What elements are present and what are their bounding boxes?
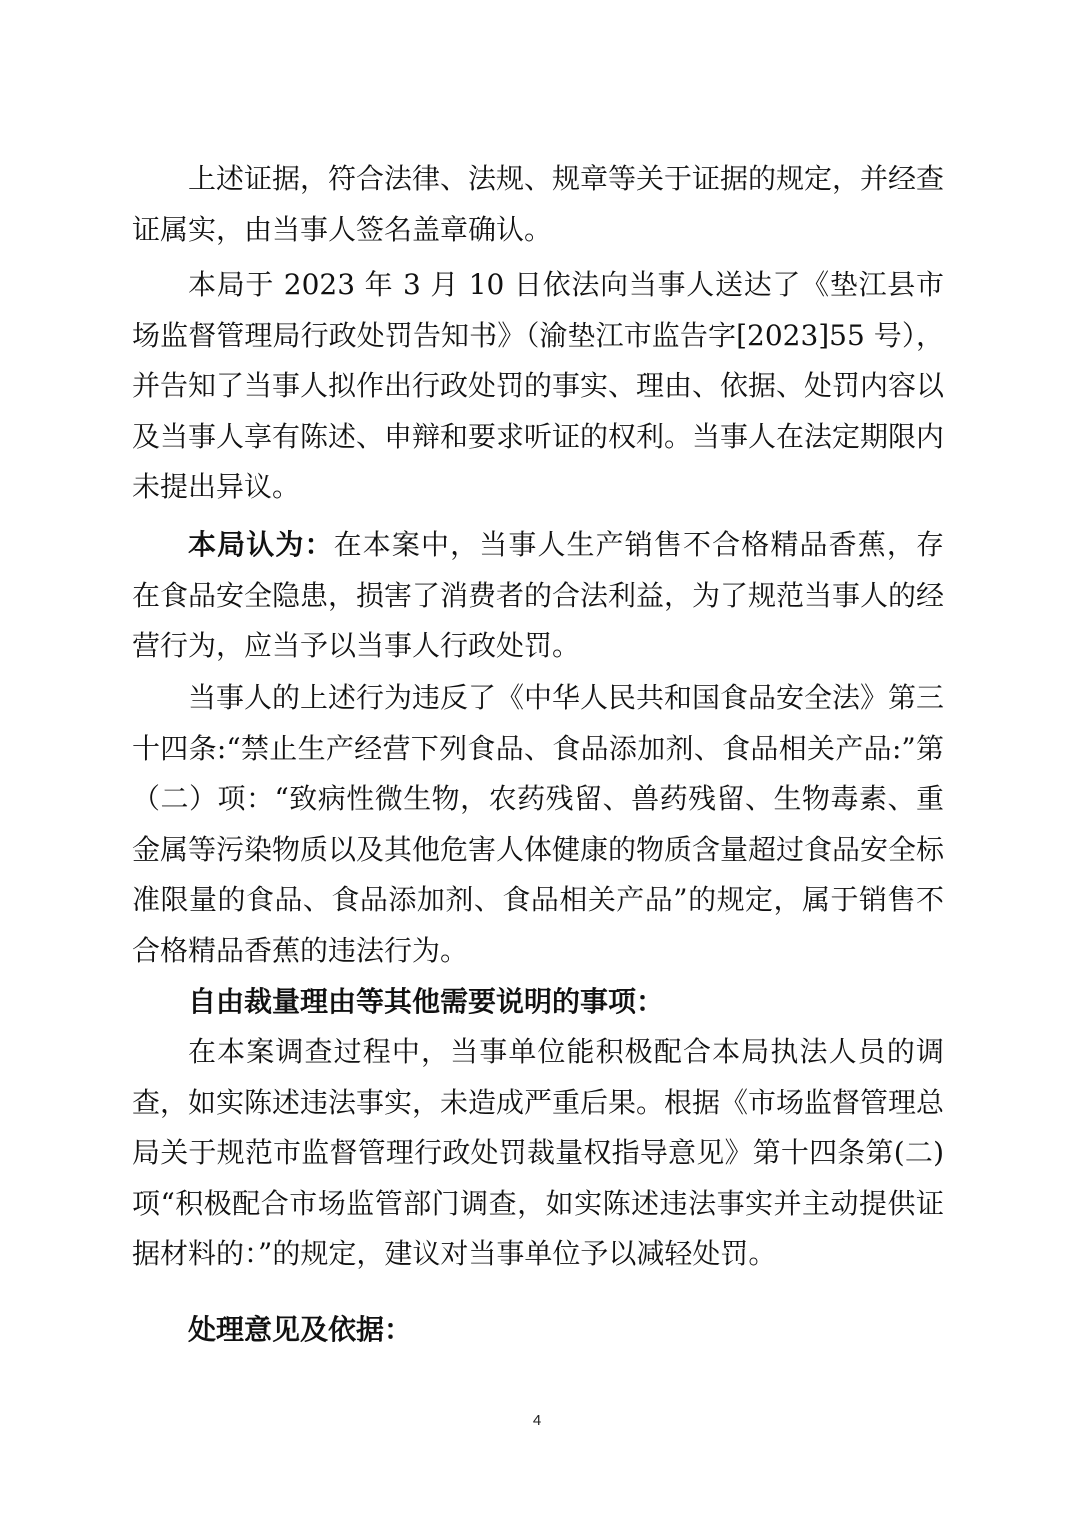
paragraph-discretion-reason — [132, 1027, 944, 1280]
paragraph-text: 在本案调查过程中，当事单位能积极配合本局执法人员的调查，如实陈述违法事实，未造成严重后果。根据《市场监督管理总局关于规范市监督管理行政处罚裁量权指导意见》第十四条第(二)项“积极配合市场监管部门调查，如实陈述违法事实并主动提供证据材料的：”的规定，建议对当事单位予以减轻处罚。 — [132, 1035, 945, 1270]
section-heading-handling-opinion — [132, 1305, 944, 1356]
page-number: 4 — [532, 1412, 542, 1429]
heading-text: 自由裁量理由等其他需要说明的事项： — [188, 985, 665, 1018]
paragraph-bureau-opinion — [132, 520, 944, 672]
paragraph-text — [132, 520, 944, 672]
heading-text: 处理意见及依据： — [188, 1313, 413, 1346]
paragraph-legal-violation — [132, 673, 944, 976]
paragraph-body: 在本案中，当事人生产销售不合格精品香蕉，存在食品安全隐患，损害了消费者的合法利益，为了规范当事人的经营行为，应当予以当事人行政处罚。 — [132, 528, 945, 662]
paragraph-evidence-confirmation — [132, 154, 944, 255]
section-heading-discretion — [132, 977, 944, 1028]
paragraph-text: 本局于 2023 年 3 月 10 日依法向当事人送达了《垫江县市场监督管理局行政处罚告知书》（渝垫江市监告字[2023]55 号），并告知了当事人拟作出行政处罚的事实、理由、依据、处罚内容以及当事人享有陈述、申辩和要求听证的权利。当事人在法定期限内未提出异议。 — [132, 268, 945, 503]
paragraph-text: 上述证据，符合法律、法规、规章等关于证据的规定，并经查证属实，由当事人签名盖章确认。 — [132, 162, 945, 246]
paragraph-text: 当事人的上述行为违反了《中华人民共和国食品安全法》第三十四条:“禁止生产经营下列食品、食品添加剂、食品相关产品:”第（二）项：“致病性微生物，农药残留、兽药残留、生物毒素、重金属等污染物质以及其他危害人体健康的物质含量超过食品安全标准限量的食品、食品添加剂、食品相关产品”的规定，属于销售不合格精品香蕉的违法行为。 — [132, 681, 945, 967]
paragraph-notice-delivery — [132, 260, 944, 513]
paragraph-lead-bold: 本局认为： — [188, 528, 334, 561]
